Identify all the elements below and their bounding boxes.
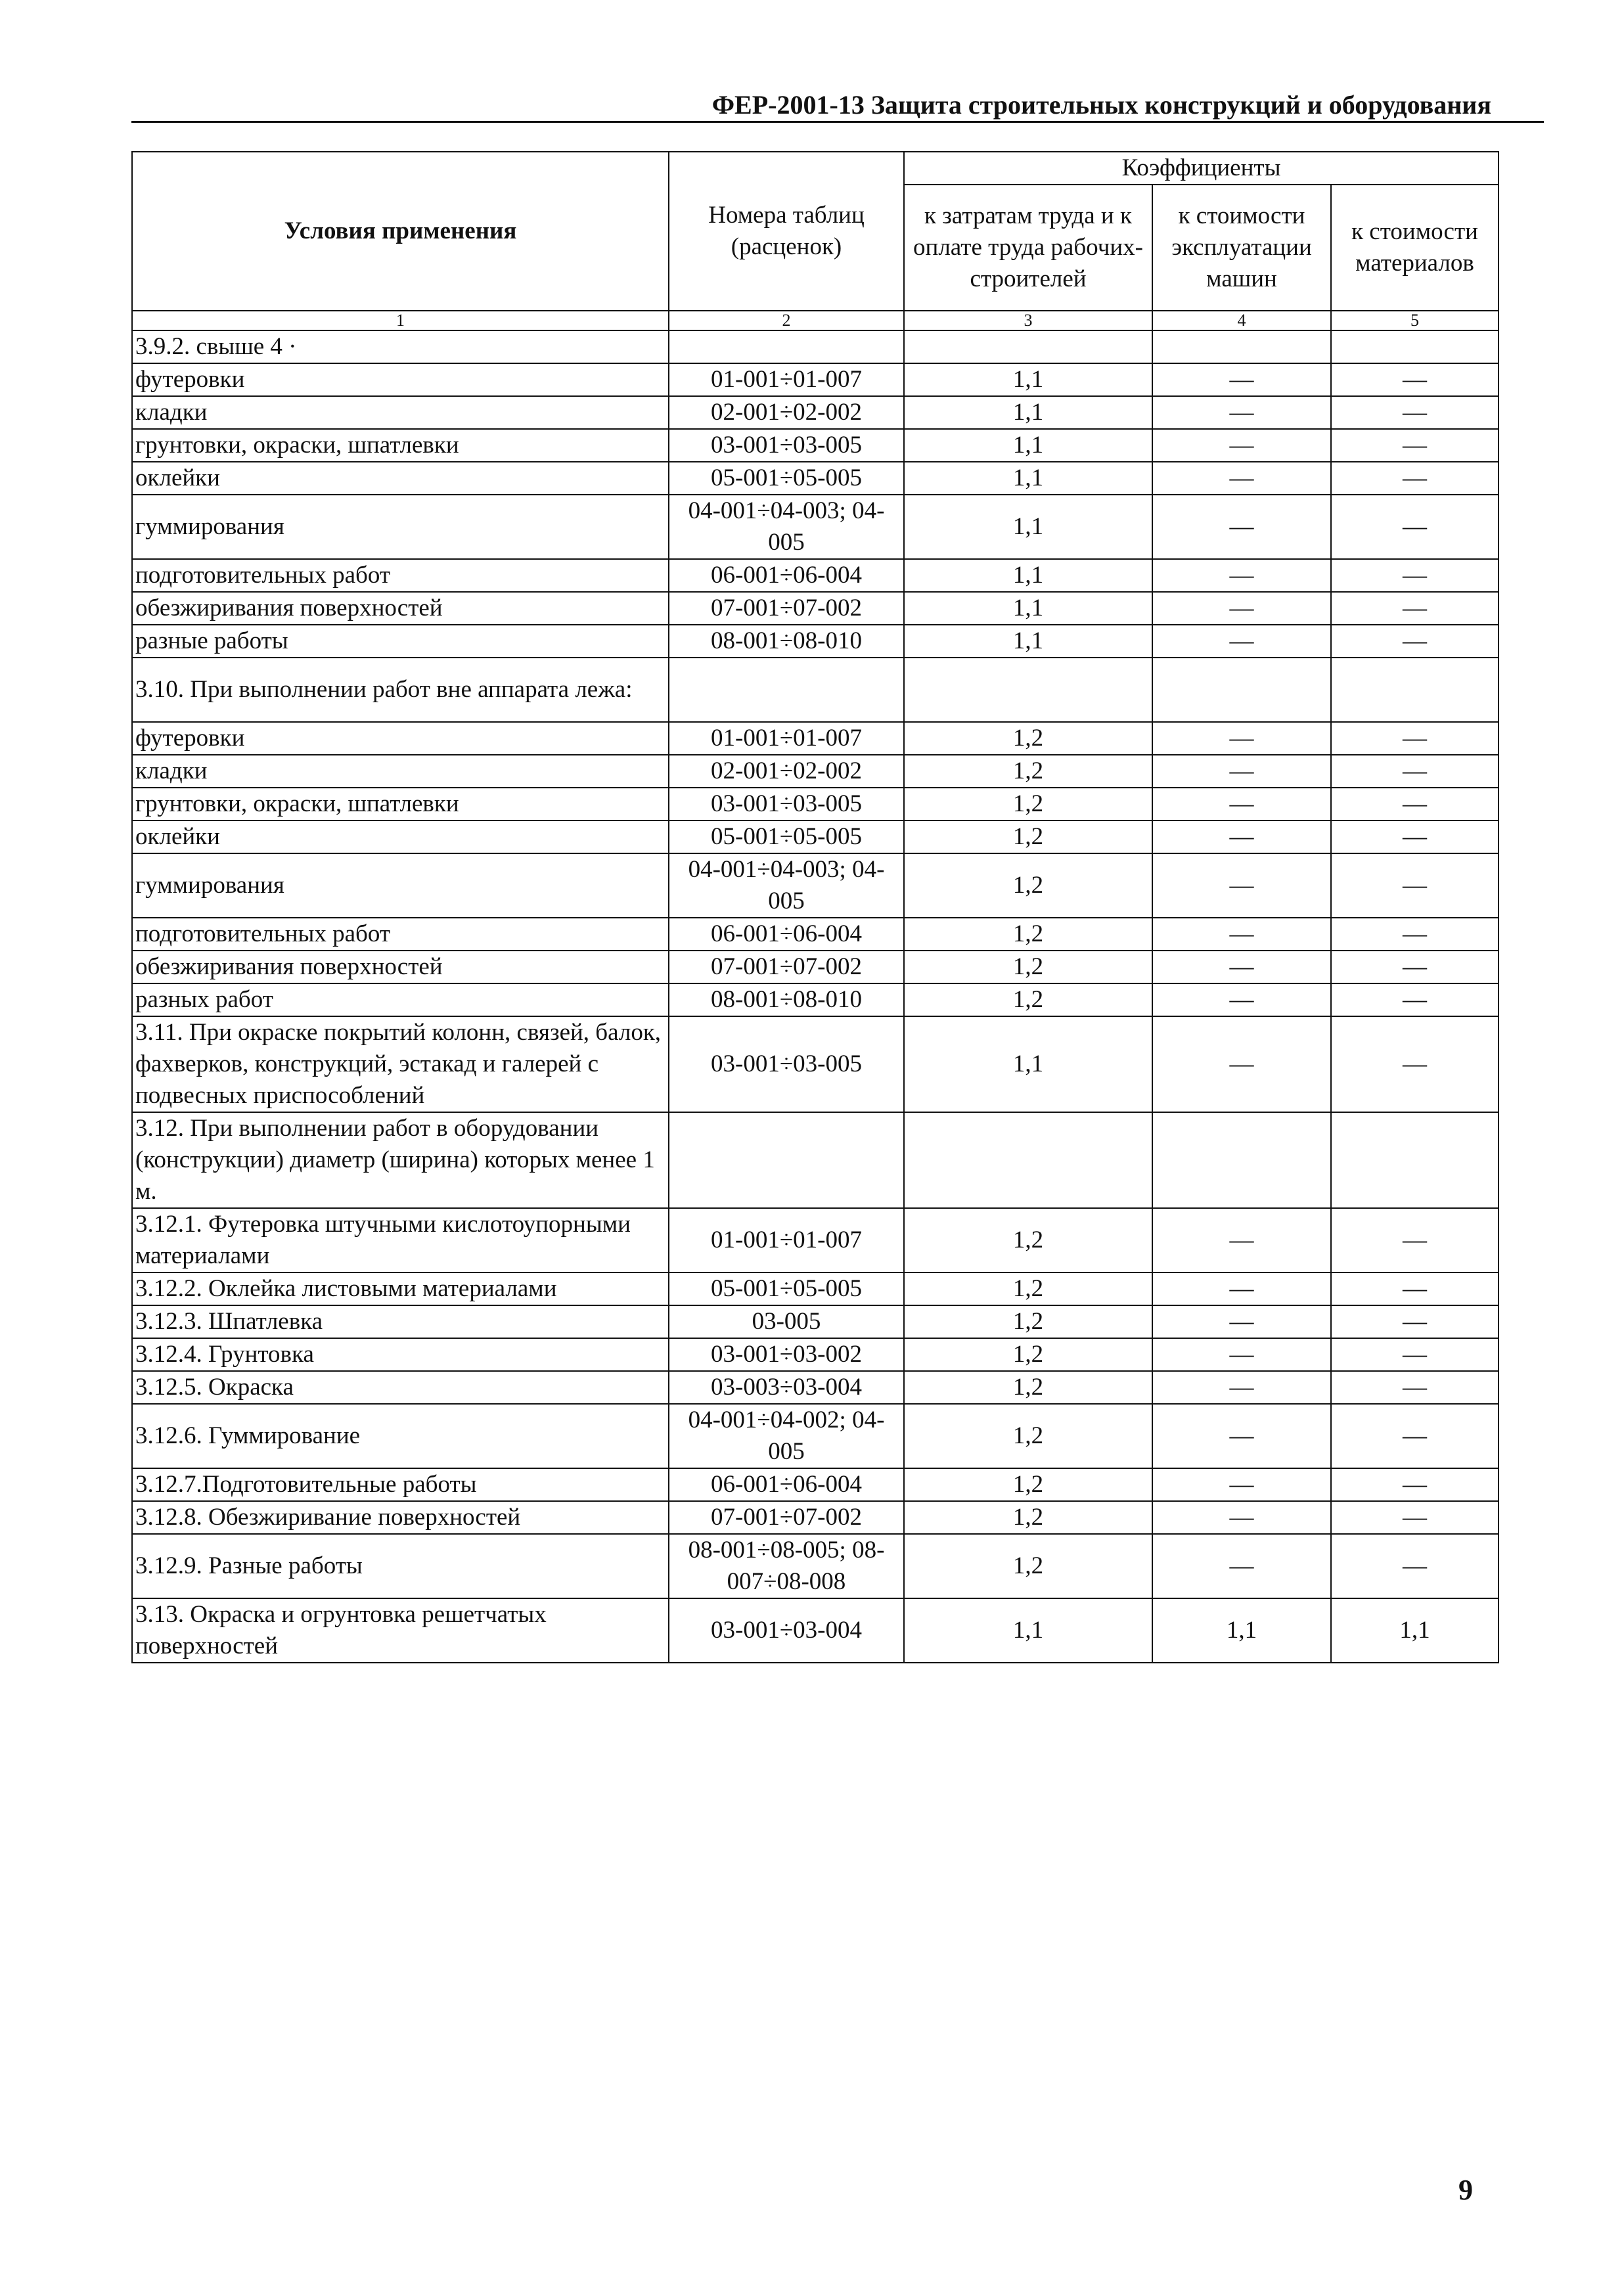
row-materials-coefficient: — xyxy=(1331,592,1499,625)
row-table-numbers: 05-001÷05-005 xyxy=(669,1272,904,1305)
row-machines-coefficient: — xyxy=(1152,1305,1331,1338)
row-table-numbers: 04-001÷04-002; 04-005 xyxy=(669,1404,904,1468)
row-table-numbers: 04-001÷04-003; 04-005 xyxy=(669,495,904,559)
row-condition: оклейки xyxy=(132,821,669,853)
row-machines-coefficient: — xyxy=(1152,1016,1331,1112)
table-row xyxy=(132,658,1499,722)
table-row xyxy=(132,1598,1499,1663)
row-labor-coefficient: 1,2 xyxy=(904,918,1152,951)
table-row xyxy=(132,1208,1499,1272)
row-labor-coefficient: 1,2 xyxy=(904,1208,1152,1272)
row-materials-coefficient: — xyxy=(1331,462,1499,495)
column-number: 5 xyxy=(1331,311,1499,330)
row-labor-coefficient: 1,2 xyxy=(904,1272,1152,1305)
row-table-numbers: 06-001÷06-004 xyxy=(669,559,904,592)
row-materials-coefficient: — xyxy=(1331,1338,1499,1371)
row-table-numbers: 03-001÷03-004 xyxy=(669,1598,904,1663)
column-numbers-row xyxy=(132,311,1499,330)
row-machines-coefficient: — xyxy=(1152,788,1331,821)
table-row xyxy=(132,559,1499,592)
row-condition: 3.13. Окраска и огрунтовка решетчатых поверхностей xyxy=(132,1598,669,1663)
row-table-numbers: 07-001÷07-002 xyxy=(669,1501,904,1534)
row-condition: оклейки xyxy=(132,462,669,495)
row-condition: 3.12.1. Футеровка штучными кислотоупорными материалами xyxy=(132,1208,669,1272)
row-materials-coefficient: — xyxy=(1331,821,1499,853)
table-row xyxy=(132,918,1499,951)
table-row xyxy=(132,722,1499,755)
table-row xyxy=(132,363,1499,396)
row-materials-coefficient: — xyxy=(1331,983,1499,1016)
row-machines-coefficient: — xyxy=(1152,396,1331,429)
row-condition: разные работы xyxy=(132,625,669,658)
row-labor-coefficient: 1,1 xyxy=(904,1016,1152,1112)
row-condition: 3.9.2. свыше 4 · xyxy=(132,330,669,363)
row-labor-coefficient: 1,1 xyxy=(904,429,1152,462)
table-row xyxy=(132,462,1499,495)
row-materials-coefficient: — xyxy=(1331,788,1499,821)
row-labor-coefficient: 1,1 xyxy=(904,462,1152,495)
row-labor-coefficient: 1,1 xyxy=(904,592,1152,625)
row-condition: гуммирования xyxy=(132,495,669,559)
table-row xyxy=(132,1112,1499,1208)
table-row xyxy=(132,1501,1499,1534)
table-row xyxy=(132,983,1499,1016)
row-machines-coefficient: — xyxy=(1152,951,1331,983)
row-condition: обезжиривания поверхностей xyxy=(132,951,669,983)
row-materials-coefficient: — xyxy=(1331,722,1499,755)
row-condition: кладки xyxy=(132,396,669,429)
row-materials-coefficient: — xyxy=(1331,1501,1499,1534)
table-row xyxy=(132,495,1499,559)
column-number: 3 xyxy=(904,311,1152,330)
row-condition: подготовительных работ xyxy=(132,559,669,592)
row-machines-coefficient: — xyxy=(1152,755,1331,788)
row-table-numbers: 04-001÷04-003; 04-005 xyxy=(669,853,904,918)
row-table-numbers: 07-001÷07-002 xyxy=(669,592,904,625)
row-machines-coefficient: — xyxy=(1152,1404,1331,1468)
table-row xyxy=(132,429,1499,462)
row-materials-coefficient xyxy=(1331,658,1499,722)
row-condition: разных работ xyxy=(132,983,669,1016)
row-materials-coefficient: — xyxy=(1331,1371,1499,1404)
row-table-numbers: 03-001÷03-005 xyxy=(669,429,904,462)
row-materials-coefficient: — xyxy=(1331,559,1499,592)
row-labor-coefficient: 1,2 xyxy=(904,821,1152,853)
row-machines-coefficient: — xyxy=(1152,918,1331,951)
row-table-numbers: 01-001÷01-007 xyxy=(669,363,904,396)
row-materials-coefficient: — xyxy=(1331,625,1499,658)
row-labor-coefficient: 1,2 xyxy=(904,722,1152,755)
row-labor-coefficient: 1,2 xyxy=(904,755,1152,788)
row-machines-coefficient: 1,1 xyxy=(1152,1598,1331,1663)
row-machines-coefficient: — xyxy=(1152,1534,1331,1598)
row-condition: подготовительных работ xyxy=(132,918,669,951)
row-labor-coefficient: 1,2 xyxy=(904,1338,1152,1371)
table-row xyxy=(132,625,1499,658)
row-table-numbers: 03-005 xyxy=(669,1305,904,1338)
row-condition: обезжиривания поверхностей xyxy=(132,592,669,625)
row-table-numbers: 06-001÷06-004 xyxy=(669,918,904,951)
row-machines-coefficient: — xyxy=(1152,495,1331,559)
row-machines-coefficient xyxy=(1152,330,1331,363)
row-labor-coefficient: 1,1 xyxy=(904,559,1152,592)
row-labor-coefficient: 1,2 xyxy=(904,853,1152,918)
row-table-numbers: 03-001÷03-005 xyxy=(669,1016,904,1112)
row-table-numbers: 02-001÷02-002 xyxy=(669,396,904,429)
row-table-numbers: 06-001÷06-004 xyxy=(669,1468,904,1501)
row-materials-coefficient: — xyxy=(1331,1468,1499,1501)
row-machines-coefficient: — xyxy=(1152,983,1331,1016)
row-machines-coefficient: — xyxy=(1152,592,1331,625)
row-labor-coefficient: 1,2 xyxy=(904,1501,1152,1534)
row-table-numbers: 02-001÷02-002 xyxy=(669,755,904,788)
table-row xyxy=(132,396,1499,429)
table-row xyxy=(132,1016,1499,1112)
row-materials-coefficient xyxy=(1331,1112,1499,1208)
row-table-numbers: 05-001÷05-005 xyxy=(669,821,904,853)
row-machines-coefficient: — xyxy=(1152,1501,1331,1534)
row-machines-coefficient: — xyxy=(1152,821,1331,853)
row-condition: 3.10. При выполнении работ вне аппарата лежа: xyxy=(132,658,669,722)
column-number: 1 xyxy=(132,311,669,330)
row-machines-coefficient: — xyxy=(1152,1371,1331,1404)
row-condition: 3.12.8. Обезжиривание поверхностей xyxy=(132,1501,669,1534)
row-condition: 3.12.3. Шпатлевка xyxy=(132,1305,669,1338)
table-row xyxy=(132,1338,1499,1371)
table-row xyxy=(132,1272,1499,1305)
row-machines-coefficient: — xyxy=(1152,462,1331,495)
row-machines-coefficient: — xyxy=(1152,853,1331,918)
row-labor-coefficient xyxy=(904,658,1152,722)
row-table-numbers: 07-001÷07-002 xyxy=(669,951,904,983)
row-labor-coefficient xyxy=(904,330,1152,363)
row-materials-coefficient: — xyxy=(1331,853,1499,918)
row-machines-coefficient: — xyxy=(1152,1272,1331,1305)
row-materials-coefficient: — xyxy=(1331,1208,1499,1272)
row-condition: кладки xyxy=(132,755,669,788)
table-row xyxy=(132,1371,1499,1404)
coefficients-table xyxy=(131,151,1499,1663)
table-row xyxy=(132,1404,1499,1468)
row-table-numbers: 03-001÷03-002 xyxy=(669,1338,904,1371)
row-table-numbers: 08-001÷08-010 xyxy=(669,983,904,1016)
header-conditions: Условия применения xyxy=(132,152,669,311)
row-labor-coefficient: 1,1 xyxy=(904,363,1152,396)
table-row xyxy=(132,1534,1499,1598)
row-machines-coefficient: — xyxy=(1152,1208,1331,1272)
row-table-numbers: 08-001÷08-010 xyxy=(669,625,904,658)
row-condition: гуммирования xyxy=(132,853,669,918)
row-table-numbers: 05-001÷05-005 xyxy=(669,462,904,495)
row-table-numbers: 01-001÷01-007 xyxy=(669,722,904,755)
table-row xyxy=(132,853,1499,918)
row-labor-coefficient: 1,2 xyxy=(904,788,1152,821)
row-labor-coefficient: 1,2 xyxy=(904,951,1152,983)
row-table-numbers xyxy=(669,658,904,722)
row-materials-coefficient: — xyxy=(1331,918,1499,951)
page-header-title: ФЕР-2001-13 Защита строительных конструкций и оборудования xyxy=(711,90,1491,120)
row-table-numbers xyxy=(669,1112,904,1208)
row-labor-coefficient xyxy=(904,1112,1152,1208)
row-condition: футеровки xyxy=(132,722,669,755)
row-materials-coefficient: — xyxy=(1331,396,1499,429)
row-condition: 3.12.9. Разные работы xyxy=(132,1534,669,1598)
row-materials-coefficient: 1,1 xyxy=(1331,1598,1499,1663)
header-coefficients: Коэффициенты xyxy=(904,152,1499,185)
row-labor-coefficient: 1,2 xyxy=(904,1468,1152,1501)
row-table-numbers: 08-001÷08-005; 08-007÷08-008 xyxy=(669,1534,904,1598)
row-condition: 3.12.5. Окраска xyxy=(132,1371,669,1404)
table-row xyxy=(132,951,1499,983)
row-labor-coefficient: 1,2 xyxy=(904,983,1152,1016)
table-row xyxy=(132,1305,1499,1338)
row-materials-coefficient: — xyxy=(1331,1534,1499,1598)
row-materials-coefficient: — xyxy=(1331,951,1499,983)
row-table-numbers: 03-001÷03-005 xyxy=(669,788,904,821)
table-row xyxy=(132,788,1499,821)
row-labor-coefficient: 1,1 xyxy=(904,1598,1152,1663)
page-number: 9 xyxy=(1458,2174,1473,2206)
row-labor-coefficient: 1,2 xyxy=(904,1305,1152,1338)
row-materials-coefficient: — xyxy=(1331,755,1499,788)
row-materials-coefficient: — xyxy=(1331,363,1499,396)
row-labor-coefficient: 1,2 xyxy=(904,1404,1152,1468)
column-number: 4 xyxy=(1152,311,1331,330)
row-materials-coefficient: — xyxy=(1331,1016,1499,1112)
row-table-numbers xyxy=(669,330,904,363)
row-machines-coefficient: — xyxy=(1152,625,1331,658)
table-row xyxy=(132,821,1499,853)
column-number: 2 xyxy=(669,311,904,330)
row-materials-coefficient: — xyxy=(1331,1272,1499,1305)
row-condition: 3.11. При окраске покрытий колонн, связей, балок, фахверков, конструкций, эстакад и галерей с подвесных приспособлений xyxy=(132,1016,669,1112)
header-labor: к затратам труда и к оплате труда рабочих-строителей xyxy=(904,185,1152,311)
table-row xyxy=(132,592,1499,625)
row-condition: 3.12. При выполнении работ в оборудовании (конструкции) диаметр (ширина) которых менее 1 м. xyxy=(132,1112,669,1208)
row-materials-coefficient: — xyxy=(1331,1305,1499,1338)
table-row xyxy=(132,330,1499,363)
row-table-numbers: 01-001÷01-007 xyxy=(669,1208,904,1272)
row-condition: грунтовки, окраски, шпатлевки xyxy=(132,788,669,821)
row-machines-coefficient xyxy=(1152,658,1331,722)
row-machines-coefficient: — xyxy=(1152,1468,1331,1501)
row-labor-coefficient: 1,1 xyxy=(904,495,1152,559)
header-table-numbers: Номера таблиц (расценок) xyxy=(669,152,904,311)
header-materials: к стоимости материалов xyxy=(1331,185,1499,311)
row-condition: футеровки xyxy=(132,363,669,396)
row-materials-coefficient: — xyxy=(1331,495,1499,559)
header-machines: к стоимости эксплуатации машин xyxy=(1152,185,1331,311)
row-condition: 3.12.6. Гуммирование xyxy=(132,1404,669,1468)
row-materials-coefficient: — xyxy=(1331,429,1499,462)
row-machines-coefficient: — xyxy=(1152,1338,1331,1371)
row-machines-coefficient: — xyxy=(1152,429,1331,462)
table-row xyxy=(132,1468,1499,1501)
row-labor-coefficient: 1,2 xyxy=(904,1534,1152,1598)
row-condition: грунтовки, окраски, шпатлевки xyxy=(132,429,669,462)
row-materials-coefficient: — xyxy=(1331,1404,1499,1468)
row-labor-coefficient: 1,1 xyxy=(904,625,1152,658)
row-materials-coefficient xyxy=(1331,330,1499,363)
row-condition: 3.12.7.Подготовительные работы xyxy=(132,1468,669,1501)
row-labor-coefficient: 1,1 xyxy=(904,396,1152,429)
row-condition: 3.12.4. Грунтовка xyxy=(132,1338,669,1371)
row-condition: 3.12.2. Оклейка листовыми материалами xyxy=(132,1272,669,1305)
row-machines-coefficient: — xyxy=(1152,363,1331,396)
header-divider xyxy=(131,121,1544,123)
row-machines-coefficient xyxy=(1152,1112,1331,1208)
table-row xyxy=(132,755,1499,788)
row-machines-coefficient: — xyxy=(1152,722,1331,755)
row-labor-coefficient: 1,2 xyxy=(904,1371,1152,1404)
row-table-numbers: 03-003÷03-004 xyxy=(669,1371,904,1404)
row-machines-coefficient: — xyxy=(1152,559,1331,592)
